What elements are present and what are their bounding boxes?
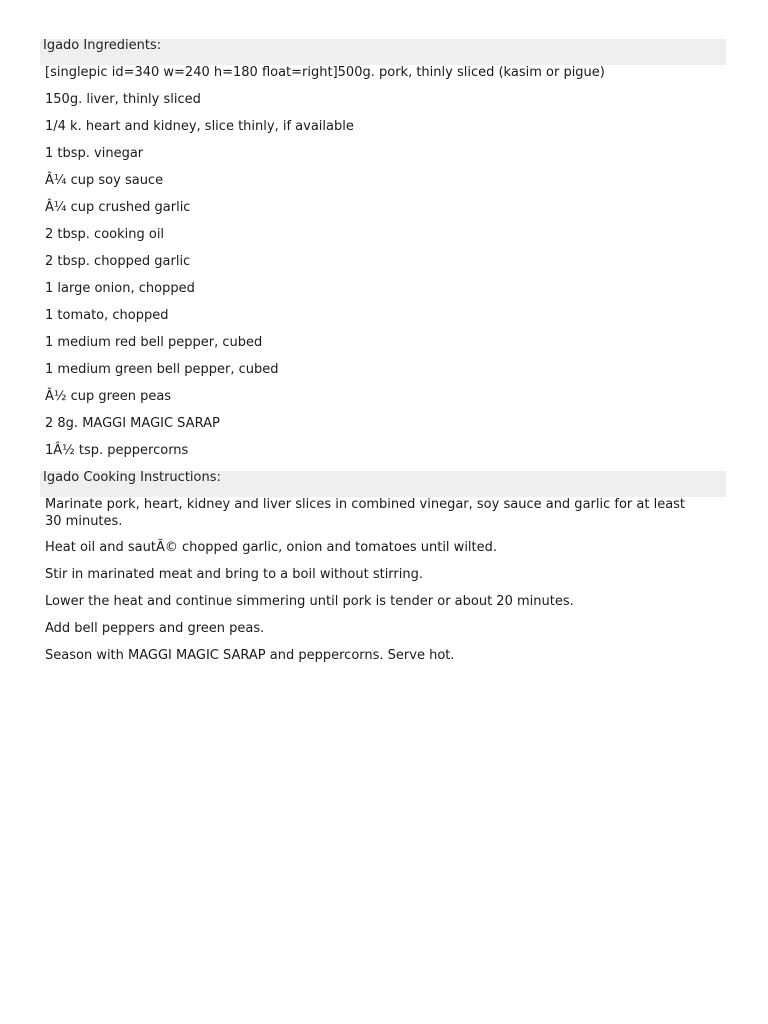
ingredient-item: 1 large onion, chopped	[45, 281, 195, 296]
ingredient-item: Â¼ cup soy sauce	[45, 173, 164, 188]
ingredient-item: 1Â½ tsp. peppercorns	[45, 443, 189, 458]
instruction-step: Heat oil and sautÃ© chopped garlic, onion and tomatoes until wilted.	[45, 540, 498, 555]
ingredient-item: 2 tbsp. chopped garlic	[45, 254, 191, 269]
ingredient-item: [singlepic id=340 w=240 h=180 float=right]500g. pork, thinly sliced (kasim or pigue)	[45, 65, 605, 80]
ingredient-item: 1 tomato, chopped	[45, 308, 169, 323]
instruction-step: Lower the heat and continue simmering until pork is tender or about 20 minutes.	[45, 594, 574, 609]
ingredient-item: 2 8g. MAGGI MAGIC SARAP	[45, 416, 220, 431]
ingredient-item: 1 medium green bell pepper, cubed	[45, 362, 279, 377]
ingredient-item: 1/4 k. heart and kidney, slice thinly, if available	[45, 119, 354, 134]
ingredient-item: 2 tbsp. cooking oil	[45, 227, 165, 242]
ingredient-item: 1 tbsp. vinegar	[45, 146, 144, 161]
ingredient-item: Â¼ cup crushed garlic	[45, 200, 191, 215]
ingredients-header: Igado Ingredients:	[40, 39, 726, 65]
instructions-header: Igado Cooking Instructions:	[40, 471, 726, 497]
instruction-step: Season with MAGGI MAGIC SARAP and peppercorns. Serve hot.	[45, 648, 455, 663]
ingredient-item: 1 medium red bell pepper, cubed	[45, 335, 263, 350]
instruction-step: Add bell peppers and green peas.	[45, 621, 265, 636]
ingredient-item: 150g. liver, thinly sliced	[45, 92, 201, 107]
ingredient-item: Â½ cup green peas	[45, 389, 172, 404]
instruction-step: Marinate pork, heart, kidney and liver slices in combined vinegar, soy sauce and garlic for at least 30 minutes.	[45, 497, 686, 529]
instruction-step: Stir in marinated meat and bring to a boil without stirring.	[45, 567, 423, 582]
